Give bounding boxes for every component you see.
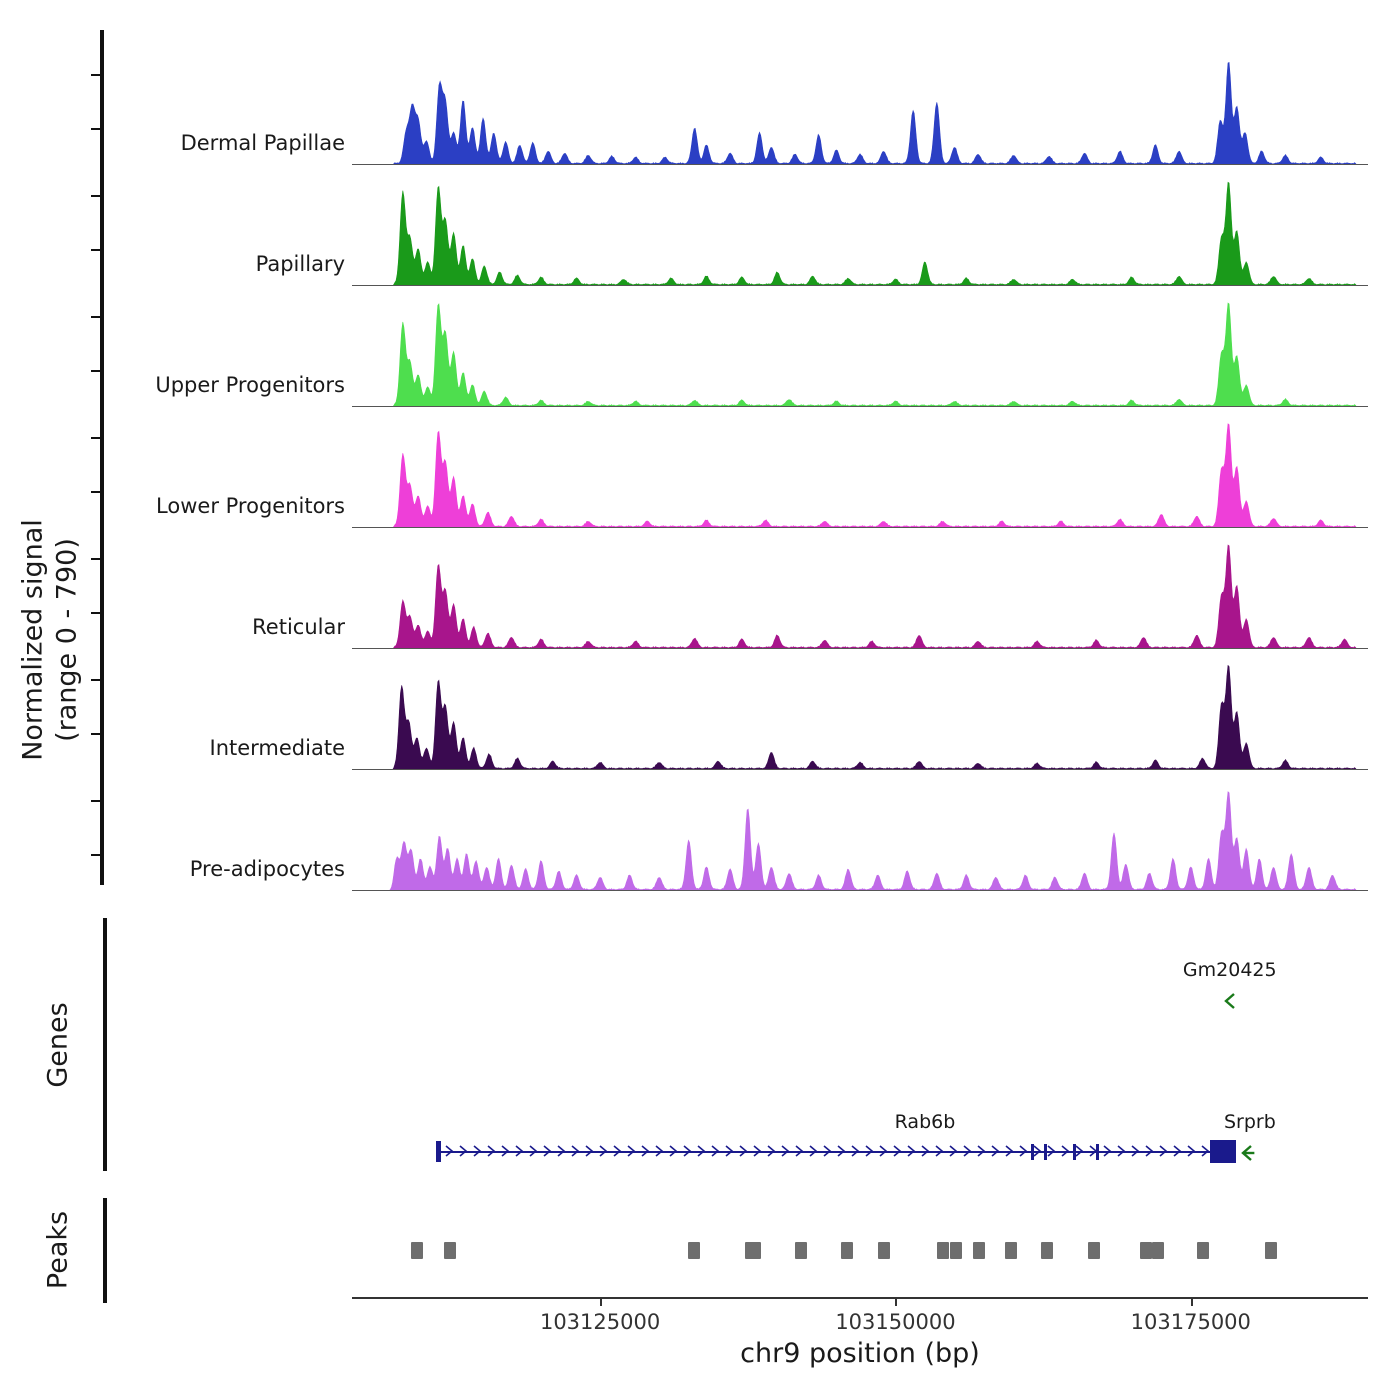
gene-marker-gm20425 [1222,991,1242,1011]
peak-marker [937,1242,949,1259]
peak-marker [1041,1242,1053,1259]
peak-marker [950,1242,962,1259]
signal-curve [352,786,1368,891]
gene-strand-arrows [438,1141,1235,1163]
genes-panel-spine [103,918,107,1171]
peak-marker [973,1242,985,1259]
genes-panel-label: Genes [42,1002,74,1088]
peak-marker [1088,1242,1100,1259]
y-axis-tick [91,854,100,856]
peak-marker [1152,1242,1164,1259]
y-axis-tick [91,437,100,439]
x-axis-title: chr9 position (bp) [740,1338,980,1369]
y-axis-tick [91,800,100,802]
x-axis-tick [1191,1297,1193,1306]
signal-track [352,786,1368,891]
y-axis-tick [91,74,100,76]
peaks-panel-spine [103,1198,107,1303]
y-axis-label-line1: Normalized signal [17,519,49,761]
track-baseline [352,527,1368,528]
y-axis-tick [91,733,100,735]
x-axis-tick [895,1297,897,1306]
track-label-dermal-papillae: Dermal Papillae [180,131,345,155]
gene-exon-small [1031,1144,1034,1160]
y-axis-tick [91,612,100,614]
signal-curve [352,181,1368,286]
y-axis-tick [91,249,100,251]
y-axis-tick [91,679,100,681]
peak-marker [841,1242,853,1259]
x-axis-tick-label: 103150000 [835,1310,956,1334]
peak-marker [795,1242,807,1259]
gene-exon-small [436,1141,441,1162]
track-label-lower-progenitors: Lower Progenitors [156,494,345,518]
peak-marker [745,1242,760,1259]
x-axis-tick [600,1297,602,1306]
track-baseline [352,164,1368,165]
signal-track [352,423,1368,528]
peak-marker [878,1242,890,1259]
track-baseline [352,406,1368,407]
peak-marker [1140,1242,1152,1259]
y-axis-tick [91,195,100,197]
x-axis-tick-label: 103175000 [1130,1310,1251,1334]
gene-exon-small [1044,1144,1047,1160]
track-label-papillary: Papillary [255,252,345,276]
y-axis-tick [91,370,100,372]
peak-marker [1197,1242,1209,1259]
track-baseline [352,285,1368,286]
track-baseline [352,890,1368,891]
signal-panel-spine [100,30,104,885]
gene-label-gm20425: Gm20425 [1182,959,1277,981]
signal-curve [352,302,1368,407]
y-axis-label [16,519,84,761]
gene-exon-small [1096,1144,1099,1160]
signal-track [352,181,1368,286]
peak-marker [1265,1242,1277,1259]
peak-marker [444,1242,456,1259]
track-baseline [352,769,1368,770]
track-label-reticular: Reticular [252,615,345,639]
signal-track [352,60,1368,165]
gene-marker-srprb [1239,1143,1260,1163]
peaks-panel-label: Peaks [42,1210,74,1290]
track-label-pre-adipocytes: Pre-adipocytes [189,857,345,881]
gene-exon-small [1073,1144,1076,1160]
x-axis-tick-label: 103125000 [539,1310,661,1334]
peak-marker [1005,1242,1017,1259]
signal-track [352,302,1368,407]
signal-curve [352,60,1368,165]
y-axis-label-line2: (range 0 - 790) [51,538,82,742]
y-axis-tick [91,316,100,318]
x-axis-line [352,1297,1368,1299]
track-label-intermediate: Intermediate [209,736,345,760]
signal-track [352,544,1368,649]
peak-marker [688,1242,700,1259]
signal-track [352,665,1368,770]
track-label-upper-progenitors: Upper Progenitors [155,373,345,397]
signal-curve [352,665,1368,770]
gene-label-rab6b: Rab6b [894,1111,956,1133]
gene-label-srprb: Srprb [1223,1111,1276,1133]
y-axis-tick [91,128,100,130]
y-axis-tick [91,491,100,493]
gene-exon-block [1210,1140,1236,1163]
y-axis-tick [91,558,100,560]
peak-marker [411,1242,423,1259]
signal-curve [352,423,1368,528]
track-baseline [352,648,1368,649]
signal-curve [352,544,1368,649]
